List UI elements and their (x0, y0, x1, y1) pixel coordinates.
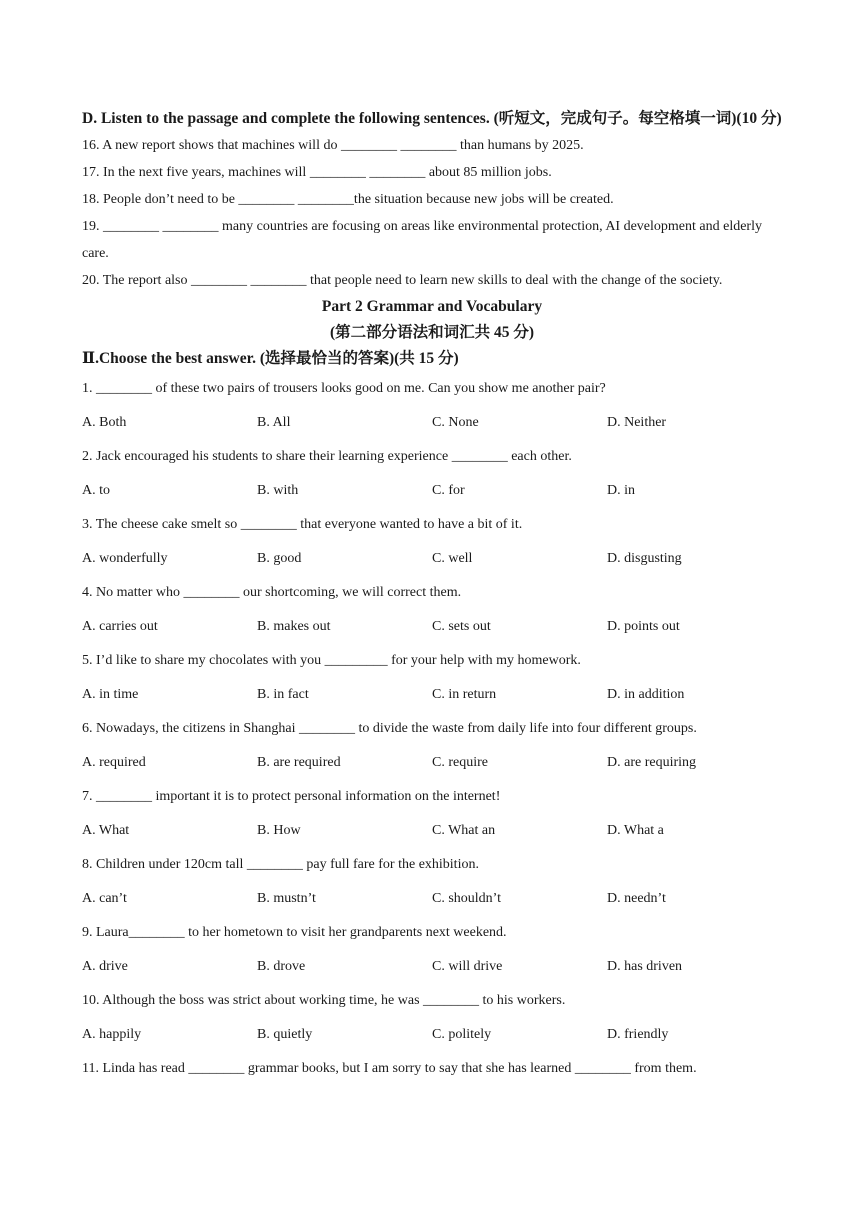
option-d: D. has driven (607, 959, 683, 974)
option-c: C. require (432, 755, 488, 770)
option-a: A. can’t (82, 891, 127, 906)
option-c: C. sets out (432, 619, 491, 634)
question-stem: 7. ________ important it is to protect personal information on the internet! (82, 789, 501, 804)
question-stem: 6. Nowadays, the citizens in Shanghai ________ to divide the waste from daily life into four different groups. (82, 721, 697, 736)
option-a: A. required (82, 755, 146, 770)
listening-item-18: 18. People don’t need to be ________ ________the situation because new jobs will be created. (82, 192, 614, 207)
option-c: C. for (432, 483, 465, 498)
option-d: D. needn’t (607, 891, 666, 906)
option-b: B. drove (257, 959, 306, 974)
question-block (82, 984, 782, 1052)
question-stem: 2. Jack encouraged his students to share their learning experience ________ each other. (82, 449, 572, 464)
answer-options (82, 1018, 782, 1052)
answer-options (82, 882, 782, 916)
option-a: A. in time (82, 687, 139, 702)
option-a: A. happily (82, 1027, 142, 1042)
part2-title: Part 2 Grammar and Vocabulary (321, 298, 543, 315)
listening-item-17: 17. In the next five years, machines will ________ ________ about 85 million jobs. (82, 165, 552, 180)
option-b: B. All (257, 415, 291, 430)
listening-item-19: 19. ________ ________ many countries are focusing on areas like environmental protection, AI development and elderly care. (82, 219, 762, 261)
option-b: B. mustn’t (257, 891, 316, 906)
question-block (82, 372, 782, 440)
question-stem: 8. Children under 120cm tall ________ pay full fare for the exhibition. (82, 857, 479, 872)
option-c: C. shouldn’t (432, 891, 501, 906)
answer-options (82, 814, 782, 848)
option-b: B. in fact (257, 687, 309, 702)
question-block (82, 576, 782, 644)
question-stem: 10. Although the boss was strict about working time, he was ________ to his workers. (82, 993, 566, 1008)
option-c: C. politely (432, 1027, 492, 1042)
option-d: D. What a (607, 823, 664, 838)
question-block (82, 644, 782, 712)
option-d: D. Neither (607, 415, 667, 430)
section-d-heading: D. Listen to the passage and complete the following sentences. (听短文，完成句子。每空格填一词)(10 分) (82, 110, 782, 127)
question-block (82, 712, 782, 780)
listening-item-20: 20. The report also ________ ________ that people need to learn new skills to deal with the change of the society. (82, 273, 723, 288)
answer-options (82, 610, 782, 644)
question-stem: 1. ________ of these two pairs of trousers looks good on me. Can you show me another pair? (82, 381, 606, 396)
answer-options (82, 678, 782, 712)
option-d: D. friendly (607, 1027, 669, 1042)
option-c: C. None (432, 415, 479, 430)
option-b: B. How (257, 823, 301, 838)
option-d: D. disgusting (607, 551, 682, 566)
question-block (82, 440, 782, 508)
option-d: D. in (607, 483, 635, 498)
question-block (82, 916, 782, 984)
question-block (82, 780, 782, 848)
option-b: B. makes out (257, 619, 331, 634)
question-block (82, 508, 782, 576)
question-stem-11: 11. Linda has read ________ grammar books, but I am sorry to say that she has learned ________ from them. (82, 1061, 697, 1076)
option-a: A. wonderfully (82, 551, 168, 566)
option-b: B. quietly (257, 1027, 313, 1042)
option-a: A. carries out (82, 619, 158, 634)
option-a: A. drive (82, 959, 128, 974)
option-c: C. What an (432, 823, 496, 838)
option-a: A. Both (82, 415, 127, 430)
option-a: A. What (82, 823, 130, 838)
answer-options (82, 542, 782, 576)
option-b: B. are required (257, 755, 341, 770)
option-a: A. to (82, 483, 110, 498)
part2-subtitle: (第二部分语法和词汇共 45 分) (329, 324, 535, 341)
answer-options (82, 406, 782, 440)
question-stem: 4. No matter who ________ our shortcoming, we will correct them. (82, 585, 462, 600)
question-stem: 5. I’d like to share my chocolates with you _________ for your help with my homework. (82, 653, 581, 668)
option-b: B. with (257, 483, 299, 498)
option-d: D. are requiring (607, 755, 697, 770)
option-d: D. points out (607, 619, 680, 634)
question-block (82, 848, 782, 916)
exam-page (82, 106, 782, 1086)
listening-item-16: 16. A new report shows that machines will do ________ ________ than humans by 2025. (82, 138, 584, 153)
option-d: D. in addition (607, 687, 685, 702)
answer-options (82, 950, 782, 984)
option-c: C. well (432, 551, 473, 566)
answer-options (82, 474, 782, 508)
option-b: B. good (257, 551, 302, 566)
option-c: C. will drive (432, 959, 503, 974)
answer-options (82, 746, 782, 780)
question-stem: 9. Laura________ to her hometown to visit her grandparents next weekend. (82, 925, 507, 940)
question-stem: 3. The cheese cake smelt so ________ that everyone wanted to have a bit of it. (82, 517, 523, 532)
option-c: C. in return (432, 687, 497, 702)
section-ii-heading: Ⅱ.Choose the best answer. (选择最恰当的答案)(共 15 分) (82, 350, 459, 367)
